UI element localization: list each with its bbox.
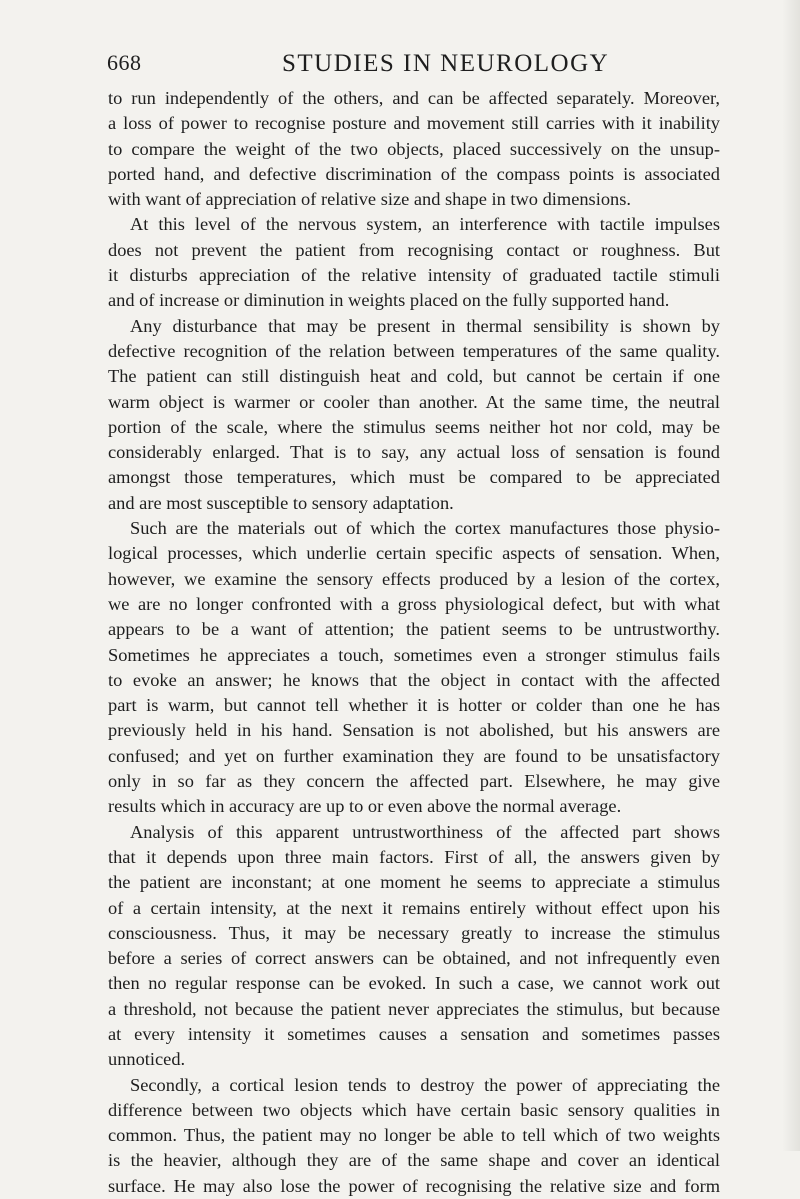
page-edge-shadow (782, 0, 800, 1151)
text-line: the patient are inconstant; at one moment he seems to appreciate a stimulus (108, 872, 720, 893)
text-line: and of increase or diminution in weights placed on the fully supported hand. (108, 290, 670, 311)
text-line: Secondly, a cortical lesion tends to destroy the power of appreciating the (130, 1074, 720, 1095)
text-line: surface. He may also lose the power of recognising the relative size and form (108, 1175, 720, 1196)
text-line: Any disturbance that may be present in thermal sensibility is shown by (130, 315, 720, 336)
text-line: warm object is warmer or cooler than another. At the same time, the neutral (108, 391, 720, 412)
text-line: previously held in his hand. Sensation is not abolished, but his answers are (108, 720, 720, 741)
body-text (108, 86, 720, 1199)
page-number: 668 (107, 50, 142, 75)
page-title: STUDIES IN NEUROLOGY (282, 50, 610, 77)
text-line: and are most susceptible to sensory adaptation. (108, 492, 454, 513)
text-line: is the heavier, although they are of the same shape and cover an identical (108, 1150, 720, 1171)
text-line: of a certain intensity, at the next it remains entirely without effect upon his (108, 897, 720, 918)
text-line: unnoticed. (108, 1049, 186, 1070)
text-line: only in so far as they concern the affected part. Elsewhere, he may give (108, 771, 720, 792)
text-line: before a series of correct answers can be obtained, and not infrequently even (108, 948, 720, 969)
text-line: consciousness. Thus, it may be necessary greatly to increase the stimulus (108, 922, 720, 943)
text-line: to run independently of the others, and can be affected separately. Moreover, (108, 88, 720, 108)
text-line: a threshold, not because the patient never appreciates the stimulus, but because (108, 998, 720, 1019)
text-line: common. Thus, the patient may no longer be able to tell which of two weights (108, 1125, 720, 1146)
running-head (107, 50, 719, 86)
text-line: Such are the materials out of which the cortex manufactures those physio- (130, 518, 720, 539)
text-line: ported hand, and defective discrimination of the compass points is associated (108, 163, 720, 184)
text-line: results which in accuracy are up to or even above the normal average. (108, 796, 622, 817)
text-line: to evoke an answer; he knows that the object in contact with the affected (108, 669, 720, 690)
text-line: considerably enlarged. That is to say, any actual loss of sensation is found (108, 442, 720, 463)
text-line: that it depends upon three main factors. First of all, the answers given by (108, 846, 720, 867)
text-line: it disturbs appreciation of the relative intensity of graduated tactile stimuli (108, 265, 720, 286)
text-line: we are no longer confronted with a gross physiological defect, but with what (108, 593, 720, 614)
text-line: to compare the weight of the two objects, placed successively on the unsup- (108, 138, 720, 159)
text-line: amongst those temperatures, which must be compared to be appreciated (108, 467, 720, 488)
text-line: The patient can still distinguish heat and cold, but cannot be certain if one (108, 366, 720, 387)
text-line: portion of the scale, where the stimulus seems neither hot nor cold, may be (108, 416, 720, 437)
text-line: does not prevent the patient from recognising contact or roughness. But (108, 239, 720, 260)
text-line: Analysis of this apparent untrustworthiness of the affected part shows (130, 821, 720, 842)
text-line: with want of appreciation of relative size and shape in two dimensions. (108, 189, 631, 210)
text-line: logical processes, which underlie certain specific aspects of sensation. When, (108, 543, 720, 564)
text-line: part is warm, but cannot tell whether it is hotter or colder than one he has (108, 695, 720, 716)
text-line: confused; and yet on further examination they are found to be unsatisfactory (108, 745, 720, 766)
text-line: at every intensity it sometimes causes a sensation and sometimes passes (108, 1023, 720, 1044)
text-line: At this level of the nervous system, an interference with tactile impulses (130, 214, 720, 235)
text-line: however, we examine the sensory effects produced by a lesion of the cortex, (108, 568, 720, 589)
text-line: then no regular response can be evoked. In such a case, we cannot work out (108, 973, 720, 994)
text-line: appears to be a want of attention; the patient seems to be untrustworthy. (108, 619, 720, 640)
text-line: Sometimes he appreciates a touch, sometimes even a stronger stimulus fails (108, 644, 720, 665)
text-line: a loss of power to recognise posture and movement still carries with it inability (108, 113, 720, 134)
text-line: difference between two objects which have certain basic sensory qualities in (108, 1099, 720, 1120)
text-line: defective recognition of the relation between temperatures of the same quality. (108, 340, 720, 361)
